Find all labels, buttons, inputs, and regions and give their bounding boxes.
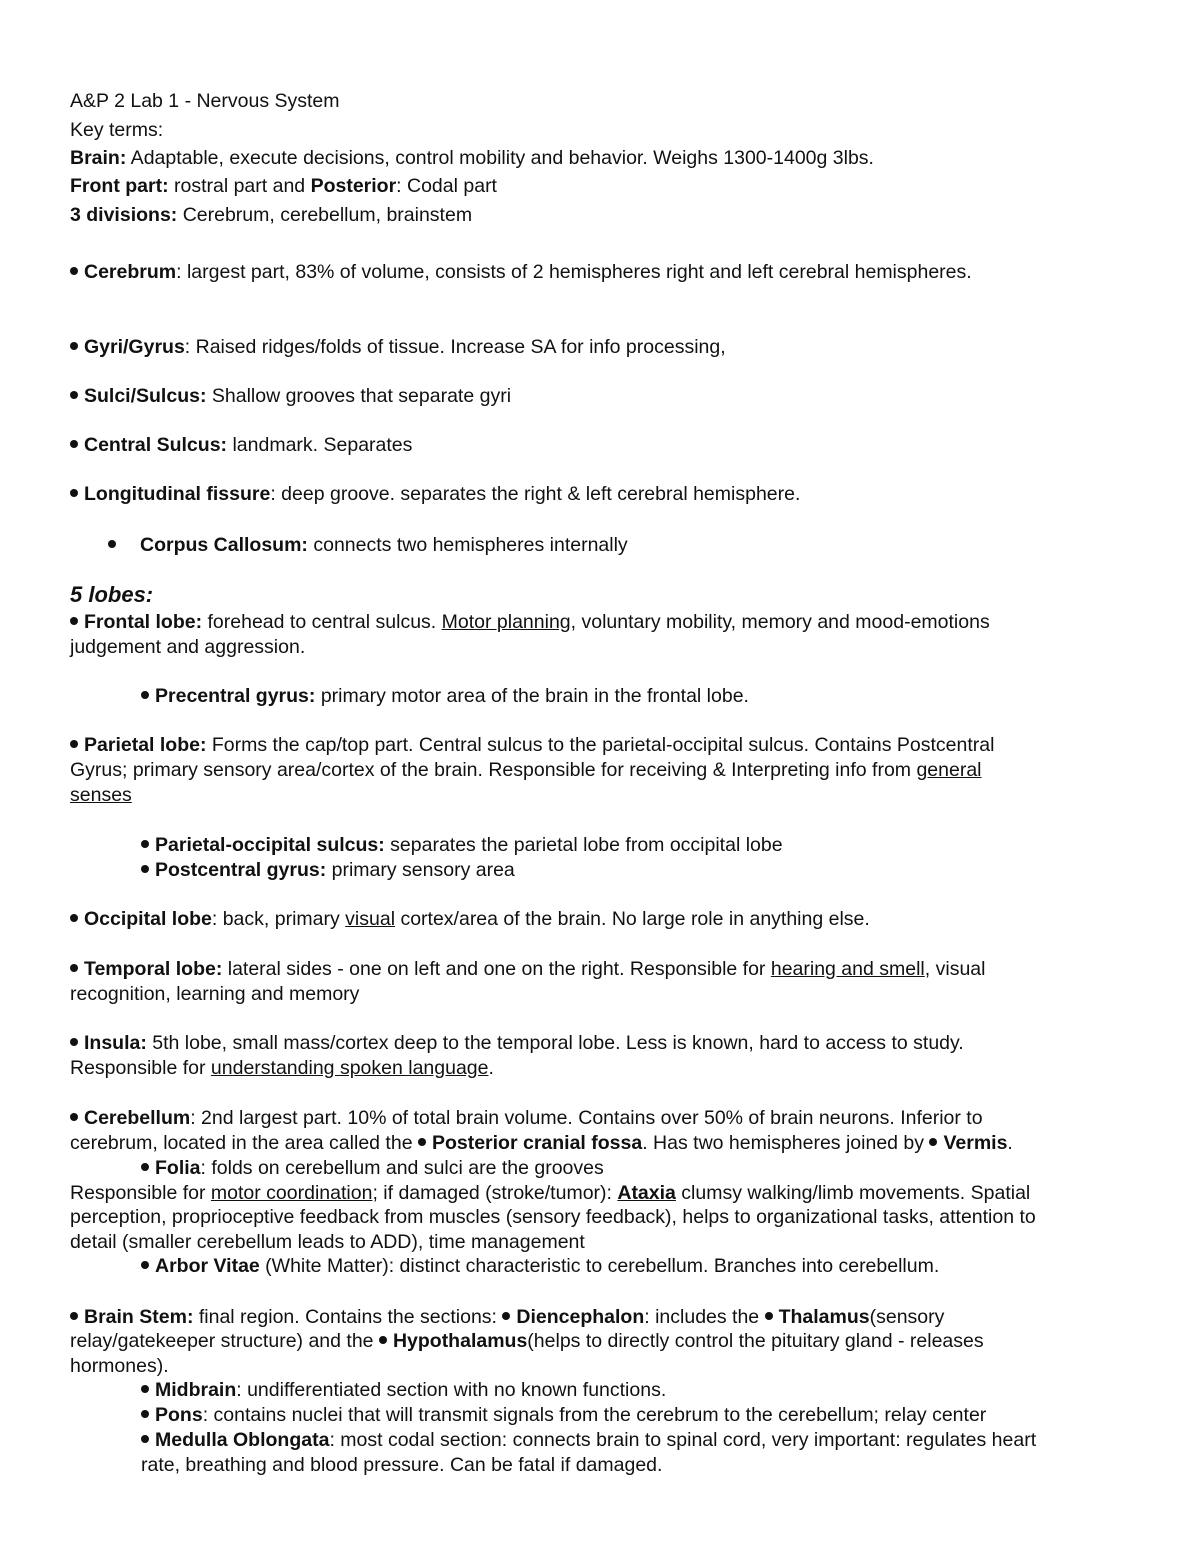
sulci-term: Sulci/Sulcus: Shallow grooves that separate gyri: [70, 384, 511, 409]
bullet-icon: [141, 1435, 149, 1443]
bullet-icon: [70, 740, 78, 748]
cerebellum-responsible: Responsible for motor coordination; if damaged (stroke/tumor): Ataxia clumsy walking/limb movements. Spatial: [70, 1182, 1031, 1204]
pons-term: Pons: contains nuclei that will transmit signals from the cerebrum to the cerebellum; relay center: [141, 1403, 986, 1428]
bullet-icon: [70, 489, 78, 497]
arbor-vitae-term: Arbor Vitae (White Matter): distinct characteristic to cerebellum. Branches into cerebellum.: [141, 1254, 939, 1279]
parietal-occipital-sulcus-term: Parietal-occipital sulcus: separates the parietal lobe from occipital lobe: [141, 833, 783, 858]
brain-term: Brain: Adaptable, execute decisions, control mobility and behavior. Weighs 1300-1400g 3lbs.: [70, 147, 874, 169]
cerebellum-responsible-line3: detail (smaller cerebellum leads to ADD), time management: [70, 1231, 585, 1253]
brain-stem-line2: relay/gatekeeper structure) and the Hypothalamus(helps to directly control the pituitary gland - releases: [70, 1330, 984, 1352]
occipital-lobe-term: Occipital lobe: back, primary visual cortex/area of the brain. No large role in anything else.: [70, 907, 870, 932]
bullet-icon: [379, 1336, 387, 1344]
frontal-lobe-line2: judgement and aggression.: [70, 636, 306, 658]
bullet-icon: [70, 391, 78, 399]
parietal-lobe-line3: senses: [70, 784, 132, 806]
bullet-icon: [70, 1038, 78, 1046]
medulla-term: Medulla Oblongata: most codal section: connects brain to spinal cord, very important: regulates heart: [141, 1428, 1036, 1453]
bullet-icon: [929, 1138, 937, 1146]
cerebrum-term: Cerebrum: largest part, 83% of volume, consists of 2 hemispheres right and left cerebral hemispheres.: [70, 260, 972, 285]
temporal-lobe-line2: recognition, learning and memory: [70, 983, 360, 1005]
bullet-icon: [70, 914, 78, 922]
brain-stem-line3: hormones).: [70, 1355, 169, 1377]
bullet-icon: [141, 840, 149, 848]
bullet-icon: [141, 865, 149, 873]
midbrain-term: Midbrain: undifferentiated section with no known functions.: [141, 1378, 666, 1403]
bullet-icon: [70, 342, 78, 350]
bullet-icon: [70, 1312, 78, 1320]
parietal-lobe-term: Parietal lobe: Forms the cap/top part. Central sulcus to the parietal-occipital sulcus. Contains Postcentral: [70, 733, 994, 758]
bullet-icon: [141, 1163, 149, 1171]
brain-stem-term: Brain Stem: final region. Contains the sections: Diencephalon: includes the Thalamus(sensory: [70, 1305, 944, 1330]
bullet-icon: [70, 440, 78, 448]
parietal-lobe-line2: Gyrus; primary sensory area/cortex of the brain. Responsible for receiving & Interpreting info from general: [70, 759, 982, 781]
bullet-icon: [418, 1138, 426, 1146]
bullet-icon: [502, 1312, 510, 1320]
longitudinal-fissure-term: Longitudinal fissure: deep groove. separates the right & left cerebral hemisphere.: [70, 482, 800, 507]
precentral-gyrus-term: Precentral gyrus: primary motor area of the brain in the frontal lobe.: [141, 684, 749, 709]
bullet-icon: [70, 617, 78, 625]
frontal-lobe-term: Frontal lobe: forehead to central sulcus. Motor planning, voluntary mobility, memory and mood-emotions: [70, 610, 990, 635]
bullet-icon: [108, 540, 116, 548]
postcentral-gyrus-term: Postcentral gyrus: primary sensory area: [141, 858, 515, 883]
bullet-icon: [141, 1385, 149, 1393]
lobes-heading: 5 lobes:: [70, 582, 154, 607]
gyri-term: Gyri/Gyrus: Raised ridges/folds of tissue. Increase SA for info processing,: [70, 335, 726, 360]
bullet-icon: [70, 964, 78, 972]
cerebellum-line2: cerebrum, located in the area called the Posterior cranial fossa. Has two hemispheres joined by Vermis.: [70, 1132, 1013, 1154]
bullet-icon: [70, 1113, 78, 1121]
folia-term: Folia: folds on cerebellum and sulci are the grooves: [141, 1156, 604, 1181]
cerebellum-responsible-line2: perception, proprioceptive feedback from muscles (sensory feedback), helps to organizational tasks, attention to: [70, 1206, 1036, 1228]
medulla-line2: rate, breathing and blood pressure. Can be fatal if damaged.: [141, 1454, 663, 1476]
temporal-lobe-term: Temporal lobe: lateral sides - one on left and one on the right. Responsible for hearing and smell, visual: [70, 957, 985, 982]
central-sulcus-term: Central Sulcus: landmark. Separates: [70, 433, 412, 458]
insula-line2: Responsible for understanding spoken language.: [70, 1057, 494, 1079]
bullet-icon: [141, 691, 149, 699]
corpus-callosum-term: Corpus Callosum: connects two hemispheres internally: [108, 533, 628, 558]
key-terms-label: Key terms:: [70, 119, 164, 141]
insula-term: Insula: 5th lobe, small mass/cortex deep to the temporal lobe. Less is known, hard to access to study.: [70, 1031, 964, 1056]
document-title: A&P 2 Lab 1 - Nervous System: [70, 90, 340, 112]
cerebellum-term: Cerebellum: 2nd largest part. 10% of total brain volume. Contains over 50% of brain neurons. Inferior to: [70, 1106, 983, 1131]
bullet-icon: [141, 1410, 149, 1418]
bullet-icon: [141, 1261, 149, 1269]
divisions-term: 3 divisions: Cerebrum, cerebellum, brainstem: [70, 204, 473, 226]
bullet-icon: [765, 1312, 773, 1320]
bullet-icon: [70, 267, 78, 275]
front-part-term: Front part: rostral part and Posterior: Codal part: [70, 175, 497, 197]
